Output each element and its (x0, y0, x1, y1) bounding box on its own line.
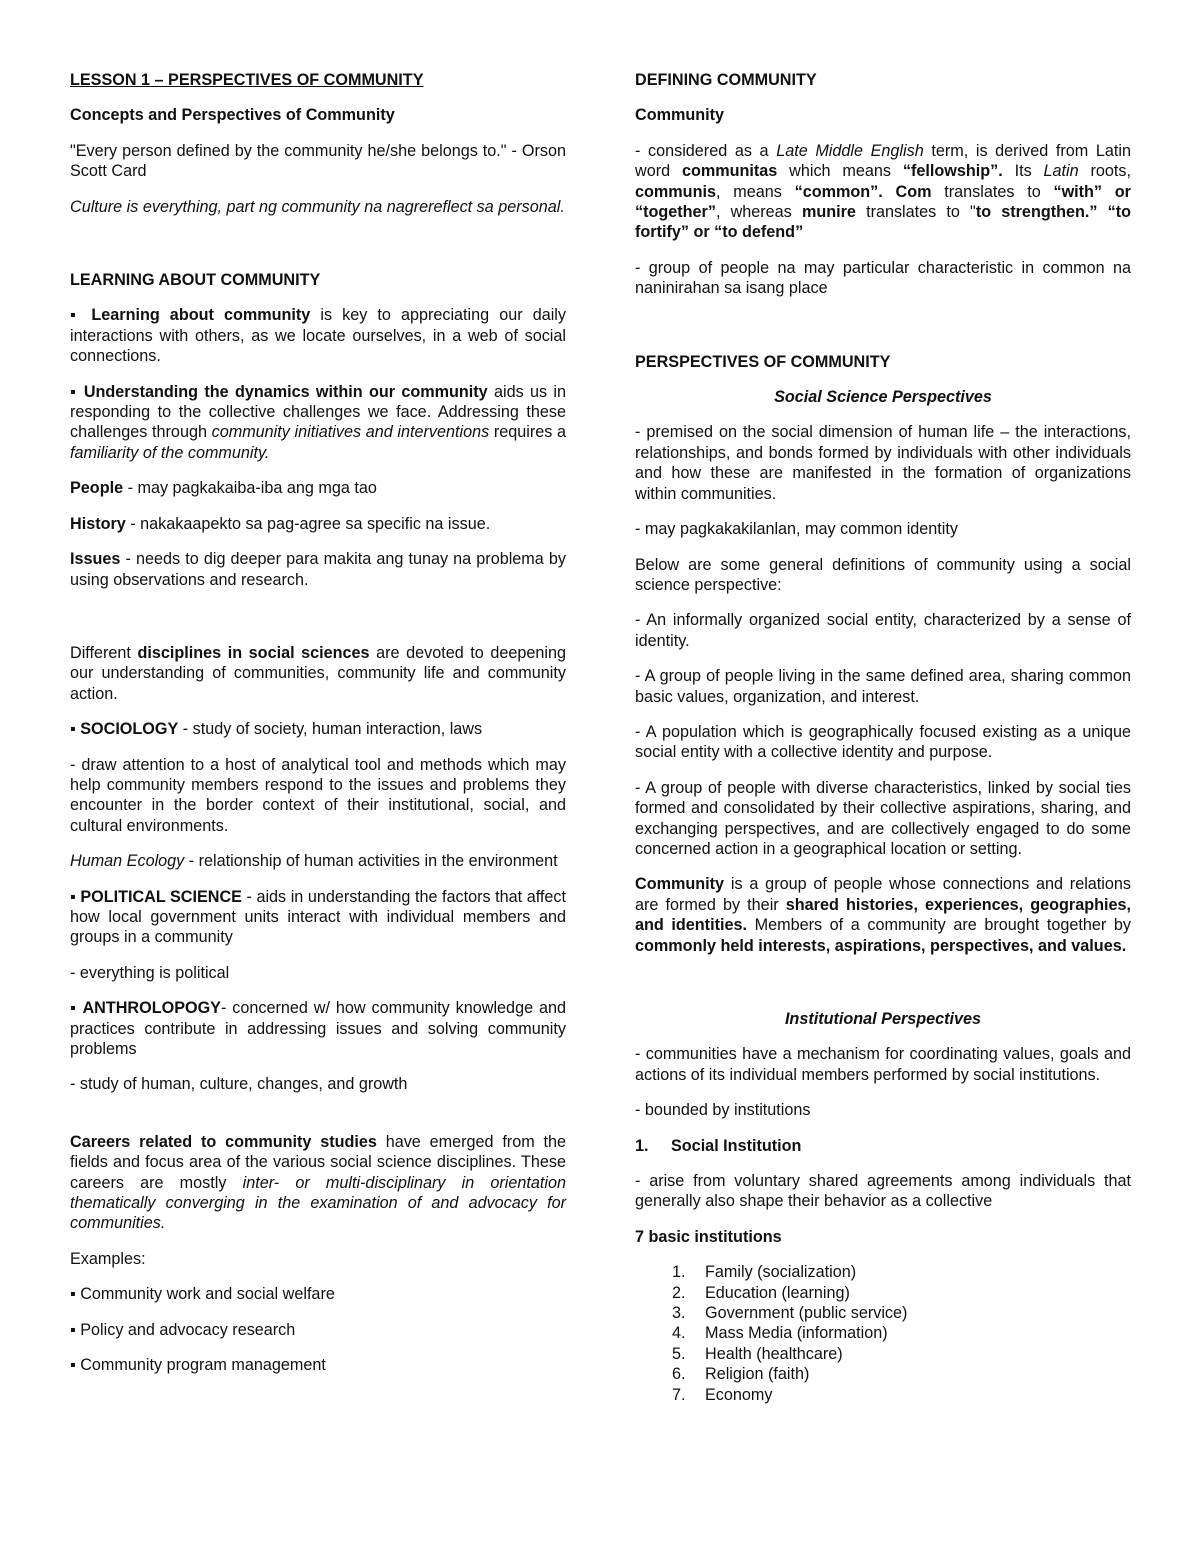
social-science-heading: Social Science Perspectives (774, 388, 992, 407)
right-column (635, 70, 1131, 1405)
history-item: History - nakakaapekto sa pag-agree sa specific na issue. (70, 514, 491, 533)
institutional-heading: Institutional Perspectives (784, 1010, 982, 1028)
human-ecology-item: Human Ecology - relationship of human activities in the environment (70, 852, 558, 871)
culture-note: Culture is everything, part ng community na nagrereflect sa personal. (70, 197, 565, 216)
sociology-item: ▪ SOCIOLOGY - study of society, human interaction, laws (70, 720, 483, 739)
list-item: 2. Education (learning) (672, 1283, 850, 1302)
ss-paragraph-3: Below are some general definitions of community using a social science perspective: (635, 555, 1131, 594)
list-item: 1. Family (socialization) (672, 1263, 857, 1282)
list-item: 5. Health (healthcare) (672, 1344, 843, 1363)
learning-bullet-2: ▪ Understanding the dynamics within our community aids us in responding to the collective challenges we face. Addressing these challenges through community initiatives and interventions requires a familiarity of the community. (70, 382, 566, 462)
people-item: People - may pagkakaiba-iba ang mga tao (70, 479, 377, 498)
social-institution-text: - arise from voluntary shared agreements among individuals that generally also shape their behavior as a collective (635, 1172, 1131, 1211)
list-item: 4. Mass Media (information) (672, 1324, 888, 1343)
issues-item: Issues - needs to dig deeper para makita ang tunay na problema by using observations and research. (70, 550, 566, 589)
disciplines-paragraph: Different disciplines in social sciences are devoted to deepening our understanding of communities, community life and community action. (70, 643, 566, 703)
careers-paragraph: Careers related to community studies have emerged from the fields and focus area of the various social science disciplines. These careers are mostly inter- or multi-disciplinary in orientation thematically converging in the examination of and advocacy for communities. (70, 1132, 566, 1233)
examples-label: Examples: (70, 1249, 146, 1268)
definition-tagalog: - group of people na may particular characteristic in common na naninirahan sa isang place (635, 258, 1131, 298)
list-item: 6. Religion (faith) (672, 1365, 810, 1384)
defining-heading: DEFINING COMMUNITY (635, 71, 817, 89)
definition-paragraph: - considered as a Late Middle English term, is derived from Latin word communitas which means “fellowship”. Its Latin roots, communis, means “common”. Com translates to “with” or “together”, whereas munire translates to "to strengthen.” “to fortify” or “to defend” (635, 141, 1131, 242)
community-summary: Community is a group of people whose connections and relations are formed by their shared histories, experiences, geographies, and identities. Members of a community are brought together by commonly held interests, aspirations, perspectives, and values. (635, 875, 1131, 955)
ss-paragraph-1: - premised on the social dimension of human life – the interactions, relationships, and bonds formed by individuals with other individuals and how these are manifested in the formation of organizations within communities. (635, 423, 1131, 503)
ss-definition: - A group of people with diverse characteristics, linked by social ties formed and consolidated by their collective aspirations, sharing, and exchanging perspectives, and are collectively engaged to do some concerned action in a geographical location or setting. (635, 778, 1131, 858)
learning-heading: LEARNING ABOUT COMMUNITY (70, 271, 321, 290)
example-item: ▪ Community work and social welfare (70, 1285, 335, 1304)
anthro-detail: - study of human, culture, changes, and growth (70, 1075, 408, 1094)
anthro-item: ▪ ANTHROLOPOGY- concerned w/ how community knowledge and practices contribute in addressing issues and solving community problems (70, 999, 566, 1058)
basic-institutions-heading: 7 basic institutions (635, 1227, 782, 1246)
inst-paragraph-2: - bounded by institutions (635, 1101, 811, 1120)
perspectives-heading: PERSPECTIVES OF COMMUNITY (635, 352, 891, 371)
example-item: ▪ Community program management (70, 1356, 326, 1375)
inst-paragraph-1: - communities have a mechanism for coordinating values, goals and actions of its individual members performed by social institutions. (635, 1045, 1131, 1084)
lesson-title: LESSON 1 – PERSPECTIVES OF COMMUNITY (70, 71, 424, 89)
ss-paragraph-2: - may pagkakakilanlan, may common identity (635, 520, 958, 539)
sociology-detail: - draw attention to a host of analytical tool and methods which may help community members respond to the issues and problems they encounter in the border context of their institutional, social, and cultural environments. (70, 755, 566, 835)
ss-definition: - A group of people living in the same defined area, sharing common basic values, organization, and interest. (635, 667, 1131, 706)
list-item: 7. Economy (672, 1385, 773, 1404)
example-item: ▪ Policy and advocacy research (70, 1320, 296, 1339)
institutions-list (635, 1262, 1131, 1405)
learning-bullet-1: ▪ Learning about community is key to appreciating our daily interactions with others, as we locate ourselves, in a web of social connections. (70, 306, 566, 366)
community-heading: Community (635, 106, 725, 125)
social-institution-heading: 1. Social Institution (635, 1136, 802, 1155)
polsci-detail: - everything is political (70, 963, 230, 982)
ss-definition: - An informally organized social entity, characterized by a sense of identity. (635, 611, 1131, 650)
ss-definition: - A population which is geographically focused existing as a unique social entity with a collective identity and purpose. (635, 722, 1131, 762)
polsci-item: ▪ POLITICAL SCIENCE - aids in understanding the factors that affect how local government units interact with individual members and groups in a community (70, 887, 566, 947)
quote: "Every person defined by the community he/she belongs to." - Orson Scott Card (70, 141, 566, 181)
left-column (70, 70, 566, 1390)
list-item: 3. Government (public service) (672, 1304, 908, 1323)
concepts-heading: Concepts and Perspectives of Community (70, 106, 395, 125)
